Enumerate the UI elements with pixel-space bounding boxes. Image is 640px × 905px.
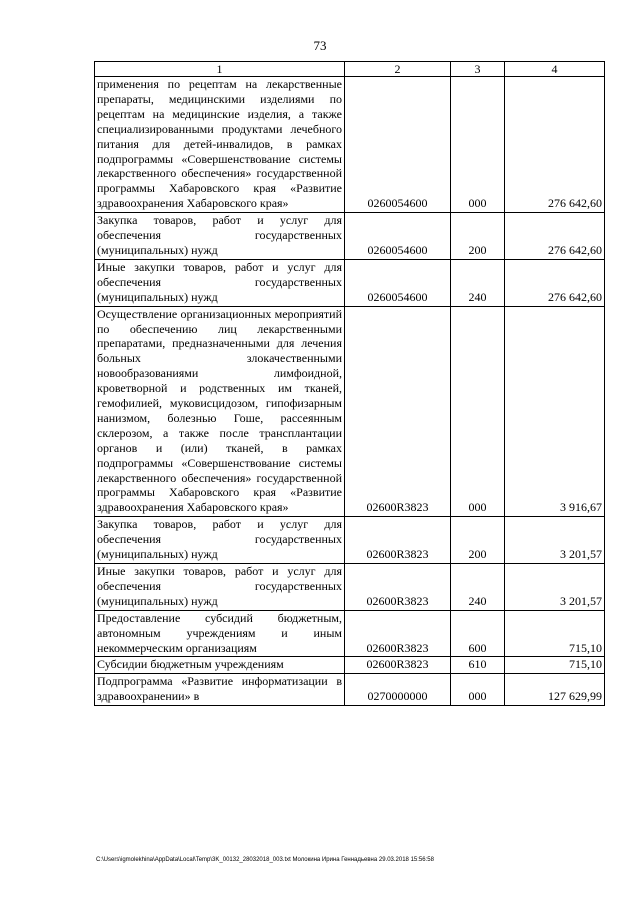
row-vr: 600 <box>451 610 505 657</box>
row-vr: 000 <box>451 674 505 706</box>
row-name: Иные закупки товаров, работ и услуг для обеспечения государственных (муниципальных) нужд <box>95 259 345 306</box>
row-vr: 200 <box>451 213 505 260</box>
table-row <box>95 77 605 213</box>
row-vr: 000 <box>451 77 505 213</box>
row-vr: 610 <box>451 657 505 674</box>
row-vr: 240 <box>451 259 505 306</box>
row-code: 02600R3823 <box>345 517 451 564</box>
table-row <box>95 259 605 306</box>
table-row <box>95 517 605 564</box>
table-row <box>95 564 605 611</box>
row-vr: 000 <box>451 306 505 517</box>
table-header-row <box>95 62 605 77</box>
row-name: Осуществление организационных мероприятий по обеспечению лиц лекарственными препаратами, предназначенными для лечения больных злокачественными новообразованиями лимфоидной, кроветворной и родственных им тканей, гемофилией, муковисцидозом, гипофизарным нанизмом, болезнью Гоше, рассеянным склерозом, а также после трансплантации органов и (или) тканей, в рамках подпрограммы «Совершенствование системы лекарственного обеспечения» государственной программы Хабаровского края «Развитие здравоохранения Хабаровского края» <box>95 306 345 517</box>
header-col-4: 4 <box>505 62 605 77</box>
row-sum: 715,10 <box>505 610 605 657</box>
row-sum: 3 201,57 <box>505 517 605 564</box>
row-name: Субсидии бюджетным учреждениям <box>95 657 345 674</box>
row-sum: 276 642,60 <box>505 213 605 260</box>
row-vr: 200 <box>451 517 505 564</box>
row-sum: 3 916,67 <box>505 306 605 517</box>
row-code: 02600R3823 <box>345 564 451 611</box>
row-sum: 276 642,60 <box>505 259 605 306</box>
row-code: 02600R3823 <box>345 610 451 657</box>
header-col-2: 2 <box>345 62 451 77</box>
file-path-footer: C:\Users\igmolekhina\AppData\Local\Temp\3K_00132_28032018_003.txt Молокина Ирина Геннадьевна 29.03.2018 15:56:58 <box>96 857 434 863</box>
row-name: Предоставление субсидий бюджетным, автономным учреждениям и иным некоммерческим организациям <box>95 610 345 657</box>
header-col-1: 1 <box>95 62 345 77</box>
table-row <box>95 306 605 517</box>
row-code: 0260054600 <box>345 77 451 213</box>
page-number: 73 <box>313 38 327 53</box>
row-code: 02600R3823 <box>345 306 451 517</box>
row-code: 0260054600 <box>345 213 451 260</box>
row-code: 0270000000 <box>345 674 451 706</box>
table-row <box>95 674 605 706</box>
row-code: 02600R3823 <box>345 657 451 674</box>
header-col-3: 3 <box>451 62 505 77</box>
budget-table <box>94 61 605 706</box>
row-name: Подпрограмма «Развитие информатизации в здравоохранении» в <box>95 674 345 706</box>
row-name: Иные закупки товаров, работ и услуг для обеспечения государственных (муниципальных) нужд <box>95 564 345 611</box>
row-sum: 715,10 <box>505 657 605 674</box>
row-name: Закупка товаров, работ и услуг для обеспечения государственных (муниципальных) нужд <box>95 517 345 564</box>
table-row <box>95 213 605 260</box>
row-name: применения по рецептам на лекарственные препараты, медицинскими изделиями по рецептам на медицинские изделия, а также специализированными продуктами лечебного питания для детей-инвалидов, в рамках подпрограммы «Совершенствование системы лекарственного обеспечения» государственной программы Хабаровского края «Развитие здравоохранения Хабаровского края» <box>95 77 345 213</box>
table-row <box>95 657 605 674</box>
row-name: Закупка товаров, работ и услуг для обеспечения государственных (муниципальных) нужд <box>95 213 345 260</box>
row-sum: 127 629,99 <box>505 674 605 706</box>
row-vr: 240 <box>451 564 505 611</box>
table-row <box>95 610 605 657</box>
row-sum: 276 642,60 <box>505 77 605 213</box>
row-code: 0260054600 <box>345 259 451 306</box>
row-sum: 3 201,57 <box>505 564 605 611</box>
